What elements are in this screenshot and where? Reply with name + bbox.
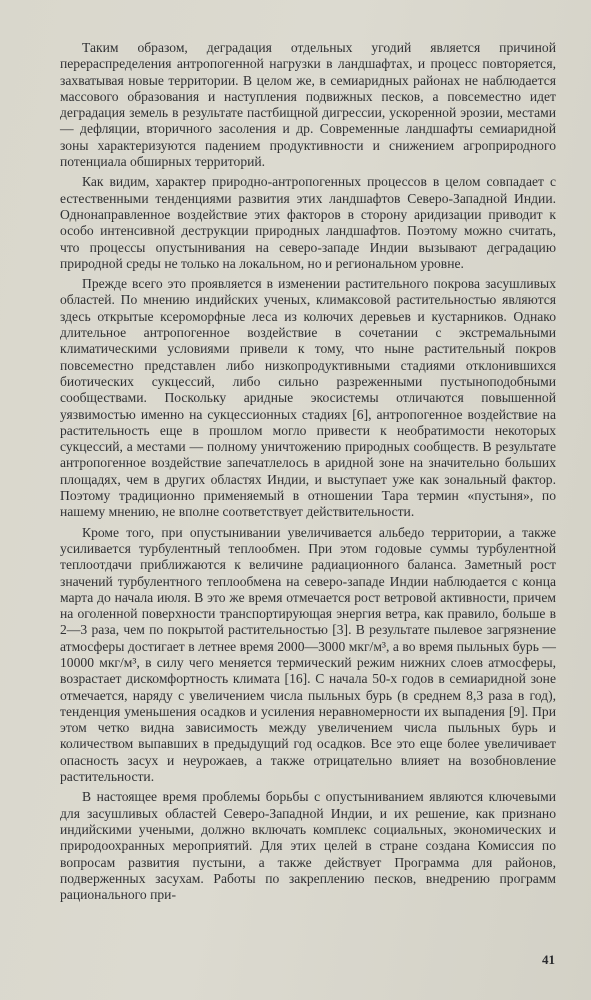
paragraph-4: Кроме того, при опустынивании увеличивается альбедо территории, а также усиливается турбулентный теплообмен. При этом годовые суммы турбулентной теплоотдачи приближаются к величине радиационного баланса. Заметный рост значений турбулентного теплообмена на северо-западе Индии наблюдается с конца марта до начала июля. В это же время отмечается рост ветровой активности, причем на оголенной поверхности транспортирующая энергия ветра, как правило, больше в 2—3 раза, чем по покрытой растительностью [3]. В результате пылевое загрязнение атмосферы достигает в летнее время 2000—3000 мкг/м³, а во время пыльных бурь — 10000 мкг/м³, в силу чего меняется термический режим нижних слоев атмосферы, возрастает дискомфортность климата [16]. С начала 50-х годов в семиаридной зоне отмечается, наряду с увеличением числа пыльных бурь (в среднем 8,3 раза в год), тенденция уменьшения осадков и усиления неравномерности их выпадения [9]. При этом четко видна зависимость между увеличением числа пыльных бурь и количеством выпавших в предыдущий год осадков. Все это еще более увеличивает опасность засух и неурожаев, а также отрицательно влияет на возобновление растительности. (60, 524, 556, 785)
page-number: 41 (542, 952, 555, 967)
paragraph-3: Прежде всего это проявляется в изменении растительного покрова засушливых областей. По мнению индийских ученых, климаксовой растительностью являются здесь открытые ксероморфные леса из колючих деревьев и кустарников. Однако длительное антропогенное воздействие в сочетании с экстремальными климатическими условиями привели к тому, что ныне растительный покров повсеместно представлен либо низкопродуктивными стадиями отклонившихся биотических сукцессий, либо сильно разреженными пустыноподобными сообществами. Поскольку аридные экосистемы отличаются повышенной уязвимостью именно на сукцессионных стадиях [6], антропогенное воздействие на растительность еще в прошлом могло привести к необратимости некоторых сукцессий, а местами — полному уничтожению природных сообществ. В результате антропогенное воздействие запечатлелось в аридной зоне на значительно больших площадях, чем в других областях Индии, и выступает уже как зональный фактор. Поэтому традиционно применяемый в отношении Тара термин «пустыня», по нашему мнению, не вполне соответствует действительности. (60, 276, 556, 520)
paragraph-5: В настоящее время проблемы борьбы с опустыниванием являются ключевыми для засушливых областей Северо-Западной Индии, и их решение, как признано индийскими учеными, должно включать комплекс социальных, экономических и природоохранных мероприятий. Для этих целей в стране создана Комиссия по вопросам развития пустыни, а также действует Программа для районов, подверженных засухам. Работы по закреплению песков, внедрению программ рационального при- (60, 789, 556, 903)
paragraph-2: Как видим, характер природно-антропогенных процессов в целом совпадает с естественными тенденциями развития этих ландшафтов Северо-Западной Индии. Однонаправленное воздействие этих факторов в сторону аридизации приводит к особо интенсивной деструкции природных ландшафтов. Поэтому можно считать, что процессы опустынивания на северо-западе Индии вызывают деградацию природной среды не только на локальном, но и региональном уровне. (60, 174, 556, 271)
paragraph-1: Таким образом, деградация отдельных угодий является причиной перераспределения антропогенной нагрузки в ландшафтах, и процесс повторяется, захватывая новые территории. В целом же, в семиаридных районах не наблюдается массового образования и наступления подвижных песков, а повсеместно идет деградация земель в результате пастбищной дигрессии, ускоренной эрозии, местами — дефляции, вторичного засоления и др. Современные ландшафты семиаридной зоны характеризуются падением продуктивности и снижением агроприродного потенциала обширных территорий. (60, 40, 556, 170)
body-text (60, 40, 556, 903)
